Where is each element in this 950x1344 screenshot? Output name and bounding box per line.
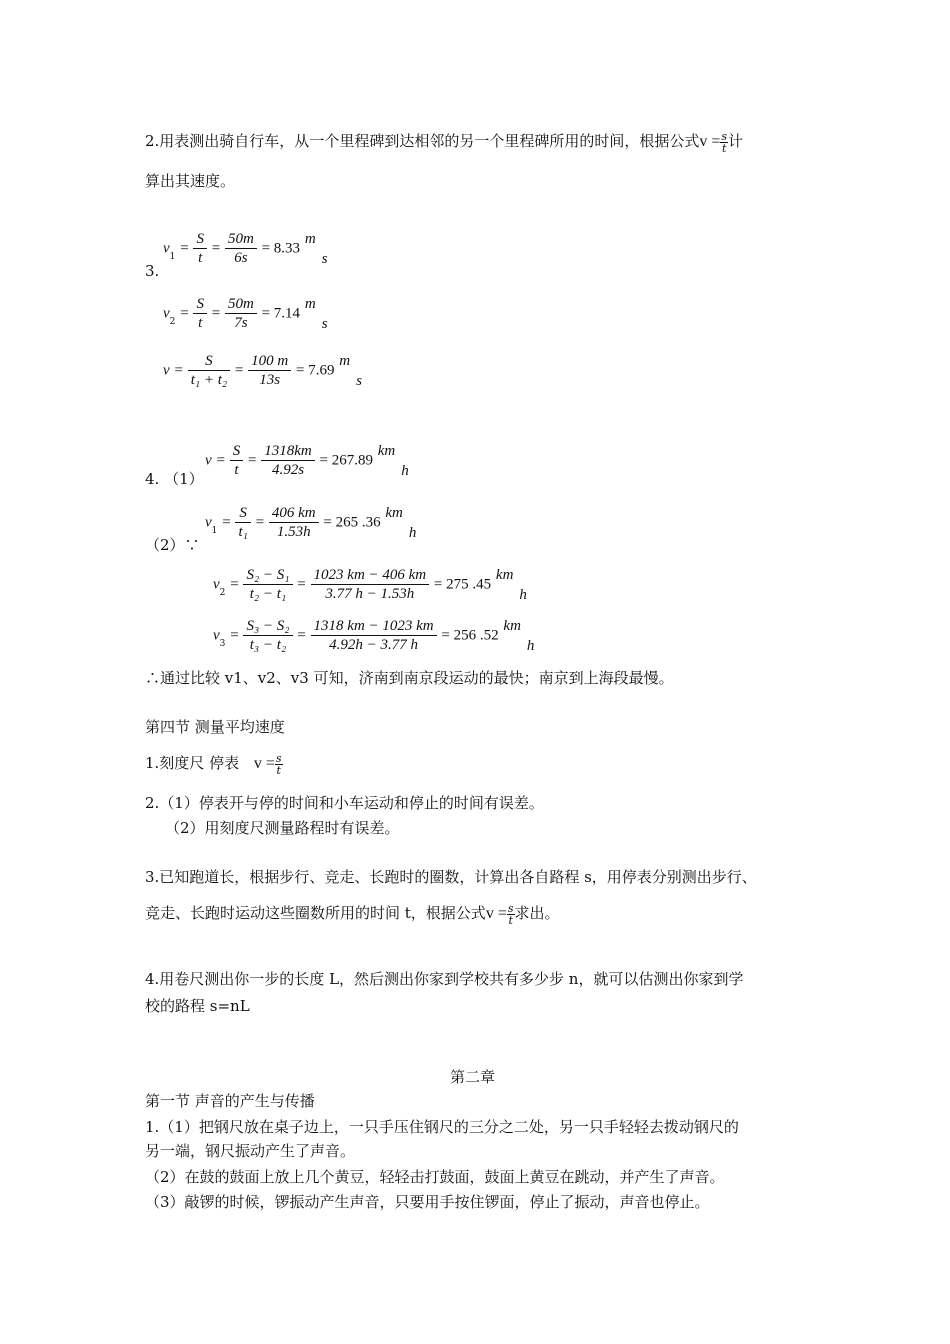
formula-num: s bbox=[507, 901, 514, 915]
unit-bottom: h bbox=[401, 462, 409, 479]
eq-fraction-1 bbox=[193, 230, 207, 267]
eq-den: t₃ − t₂ bbox=[249, 637, 287, 653]
eq-num2: 1318 km − 1023 km bbox=[311, 617, 437, 636]
eq-fraction-1 bbox=[243, 566, 292, 603]
eq-result: = 256 .52 bbox=[441, 627, 499, 644]
eq-num2: 50m bbox=[225, 295, 257, 314]
eq-num: S₃ − S₂ bbox=[243, 617, 292, 636]
problem-2-text: 2.用表测出骑自行车，从一个里程碑到达相邻的另一个里程碑所用的时间，根据公式 bbox=[145, 132, 700, 150]
unit-top: m bbox=[304, 295, 316, 312]
unit-top: km bbox=[503, 617, 521, 634]
unit-top: km bbox=[377, 442, 396, 459]
unit-top: m bbox=[304, 230, 316, 247]
chapter-2-item-2: （2）在鼓的鼓面上放上几个黄豆，轻轻击打鼓面，鼓面上黄豆在跳动，并产生了声音。 bbox=[145, 1168, 725, 1186]
eq-sub: 2 bbox=[219, 587, 226, 598]
eq-num: S bbox=[193, 230, 207, 249]
section-4-item-2b: （2）用刻度尺测量路程时有误差。 bbox=[165, 819, 400, 837]
unit-bottom: s bbox=[356, 372, 362, 389]
problem-4-label-2: （2）∵ bbox=[145, 536, 200, 554]
eq-den: t₁ bbox=[238, 524, 248, 540]
eq-result: = 265 .36 bbox=[323, 514, 381, 531]
section-4-item-4-line1: 4.用卷尺测出你一步的长度 L，然后测出你家到学校共有多少步 n，就可以估测出你家到学 bbox=[145, 970, 744, 988]
eq-den2: 3.77 h − 1.53h bbox=[325, 586, 415, 602]
eq-fraction-2 bbox=[225, 295, 257, 332]
eq-den2: 6s bbox=[234, 250, 248, 266]
problem-3-eq2: $v_2$ = $\frac{S}{t}$ = $\frac{50m}{7s}$ = 7.14 ms bbox=[163, 295, 328, 332]
eq-fraction-2 bbox=[225, 230, 257, 267]
unit-bottom: s bbox=[321, 315, 328, 332]
item-3-text: 竞走、长跑时运动这些圈数所用的时间 t，根据公式 bbox=[145, 904, 486, 922]
item-3-fraction bbox=[507, 903, 515, 926]
problem-4-eq1: v = $\frac{S}{t}$ = $\frac{1318km}{4.92s}$ = 267.89 kmh bbox=[205, 442, 409, 479]
eq-fraction-1 bbox=[235, 504, 250, 541]
eq-lhs: v bbox=[205, 514, 212, 531]
problem-4-label-1: 4. （1） bbox=[145, 470, 204, 488]
eq-fraction-1 bbox=[243, 617, 292, 654]
eq-sub: 1 bbox=[211, 525, 218, 536]
eq-result: = 275 .45 bbox=[433, 576, 492, 593]
unit-top: km bbox=[495, 566, 514, 583]
eq-num2: 50m bbox=[225, 230, 257, 249]
chapter-2-section-1-title: 第一节 声音的产生与传播 bbox=[145, 1092, 315, 1110]
eq-den2: 1.53h bbox=[276, 524, 311, 540]
eq-num: S bbox=[230, 442, 244, 461]
eq-num2: 1318km bbox=[261, 442, 315, 461]
problem-2-line1 bbox=[145, 130, 743, 154]
eq-sub: 2 bbox=[169, 316, 176, 327]
eq-result: = 7.69 bbox=[296, 362, 335, 379]
item-1-formula: v = bbox=[253, 755, 275, 772]
problem-4-eq2: $v_1$ = $\frac{S}{\text{t₁}}$ = $\frac{406 km}{1.53h}$ = 265 .36 kmh bbox=[205, 504, 417, 541]
unit-top: km bbox=[385, 504, 403, 521]
eq-fraction-2 bbox=[248, 352, 291, 389]
formula-num: s bbox=[275, 751, 282, 765]
section-4-item-4-line2: 校的路程 s=nL bbox=[145, 997, 250, 1015]
formula-num: s bbox=[721, 129, 728, 143]
section-4-item-3-line1: 3.已知跑道长，根据步行、竞走、长跑时的圈数，计算出各自路程 s，用停表分别测出步行、 bbox=[145, 868, 757, 886]
problem-2-tail: 计 bbox=[728, 132, 744, 150]
chapter-2-heading: 第二章 bbox=[450, 1068, 496, 1086]
eq-den: t₂ − t₁ bbox=[249, 586, 287, 602]
section-4-item-3-line2 bbox=[145, 902, 560, 926]
eq-num2: 1023 km − 406 km bbox=[311, 566, 430, 585]
eq-den2: 4.92h − 3.77 h bbox=[329, 637, 419, 653]
formula-v: v = bbox=[699, 133, 721, 150]
formula-den: t bbox=[508, 913, 513, 927]
problem-2-line2: 算出其速度。 bbox=[145, 172, 236, 190]
eq-den: t bbox=[234, 462, 239, 478]
unit-top: m bbox=[339, 352, 351, 369]
eq-num2: 100 m bbox=[248, 352, 291, 371]
eq-result: = 8.33 bbox=[261, 240, 301, 257]
chapter-2-item-3: （3）敲锣的时候，锣振动产生声音，只要用手按住锣面，停止了振动，声音也停止。 bbox=[145, 1193, 710, 1211]
formula-den: t bbox=[721, 141, 727, 155]
eq-lhs: v bbox=[163, 240, 170, 257]
eq-fraction-1 bbox=[230, 442, 244, 479]
problem-3-eq3: v = $\frac{S}{\text{t₁ + t₂}}$ = $\frac{100 m}{13s}$ = 7.69 ms bbox=[163, 352, 362, 389]
chapter-2-item-1-line2: 另一端，钢尺振动产生了声音。 bbox=[145, 1142, 356, 1160]
eq-fraction-1 bbox=[188, 352, 230, 389]
problem-4-eq4: $v_3$ = $\frac{\text{S₃ − S₂}}{\text{t₃ − t₂}}$ = $\frac{1318 km - 1023 km}{4.92h - 3.77 h}$ = 256 .52 kmh bbox=[213, 617, 535, 654]
eq-fraction-2 bbox=[311, 566, 430, 603]
formula-den: t bbox=[276, 763, 281, 777]
section-4-item-1 bbox=[145, 752, 283, 776]
eq-fraction-2 bbox=[311, 617, 437, 654]
problem-4-eq3: $v_2$ = $\frac{\text{S₂ − S₁}}{\text{t₂ − t₁}}$ = $\frac{1023 km - 406 km}{3.77 h - 1.53h}$ = 275 .45 kmh bbox=[213, 566, 527, 603]
eq-lhs: v bbox=[163, 362, 170, 379]
section-4-item-2a: 2.（1）停表开与停的时间和小车运动和停止的时间有误差。 bbox=[145, 794, 544, 812]
eq-fraction-1 bbox=[193, 295, 207, 332]
unit-bottom: s bbox=[321, 250, 328, 267]
formula-fraction bbox=[720, 131, 728, 154]
problem-4-conclusion: ∴通过比较 v1、v2、v3 可知，济南到南京段运动的最快；南京到上海段最慢。 bbox=[145, 669, 674, 687]
unit-bottom: h bbox=[519, 586, 527, 603]
item-3-tail: 求出。 bbox=[514, 904, 560, 922]
eq-num: S bbox=[188, 352, 230, 371]
eq-den: t₁ + t₂ bbox=[190, 372, 228, 388]
eq-num: S₂ − S₁ bbox=[243, 566, 292, 585]
item-1-text: 1.刻度尺 停表 bbox=[145, 754, 240, 772]
eq-sub: 3 bbox=[219, 638, 226, 649]
chapter-2-item-1-line1: 1.（1）把钢尺放在桌子边上，一只手压住钢尺的三分之二处，另一只手轻轻去拨动钢尺的 bbox=[145, 1118, 739, 1136]
eq-result: = 7.14 bbox=[261, 305, 301, 322]
eq-den: t bbox=[198, 250, 203, 266]
eq-den2: 13s bbox=[259, 372, 281, 388]
eq-num: S bbox=[235, 504, 250, 523]
eq-fraction-2 bbox=[261, 442, 315, 479]
eq-den2: 7s bbox=[234, 315, 248, 331]
unit-bottom: h bbox=[408, 524, 417, 541]
item-1-fraction bbox=[275, 753, 283, 776]
section-4-title: 第四节 测量平均速度 bbox=[145, 718, 285, 736]
eq-result: = 267.89 bbox=[319, 452, 373, 469]
eq-den2: 4.92s bbox=[271, 462, 305, 478]
unit-bottom: h bbox=[526, 637, 535, 654]
eq-fraction-2 bbox=[269, 504, 319, 541]
eq-lhs: v bbox=[205, 452, 212, 469]
eq-lhs: v bbox=[163, 305, 170, 322]
eq-den: t bbox=[198, 315, 203, 331]
item-3-formula: v = bbox=[485, 905, 507, 922]
eq-lhs: v bbox=[213, 576, 220, 593]
problem-3-label: 3. bbox=[145, 262, 160, 280]
eq-sub: 1 bbox=[169, 251, 176, 262]
problem-3-eq1: $v_1$ = $\frac{S}{t}$ = $\frac{50m}{6s}$ = 8.33 ms bbox=[163, 230, 328, 267]
eq-lhs: v bbox=[213, 627, 220, 644]
eq-num: S bbox=[193, 295, 207, 314]
eq-num2: 406 km bbox=[269, 504, 319, 523]
